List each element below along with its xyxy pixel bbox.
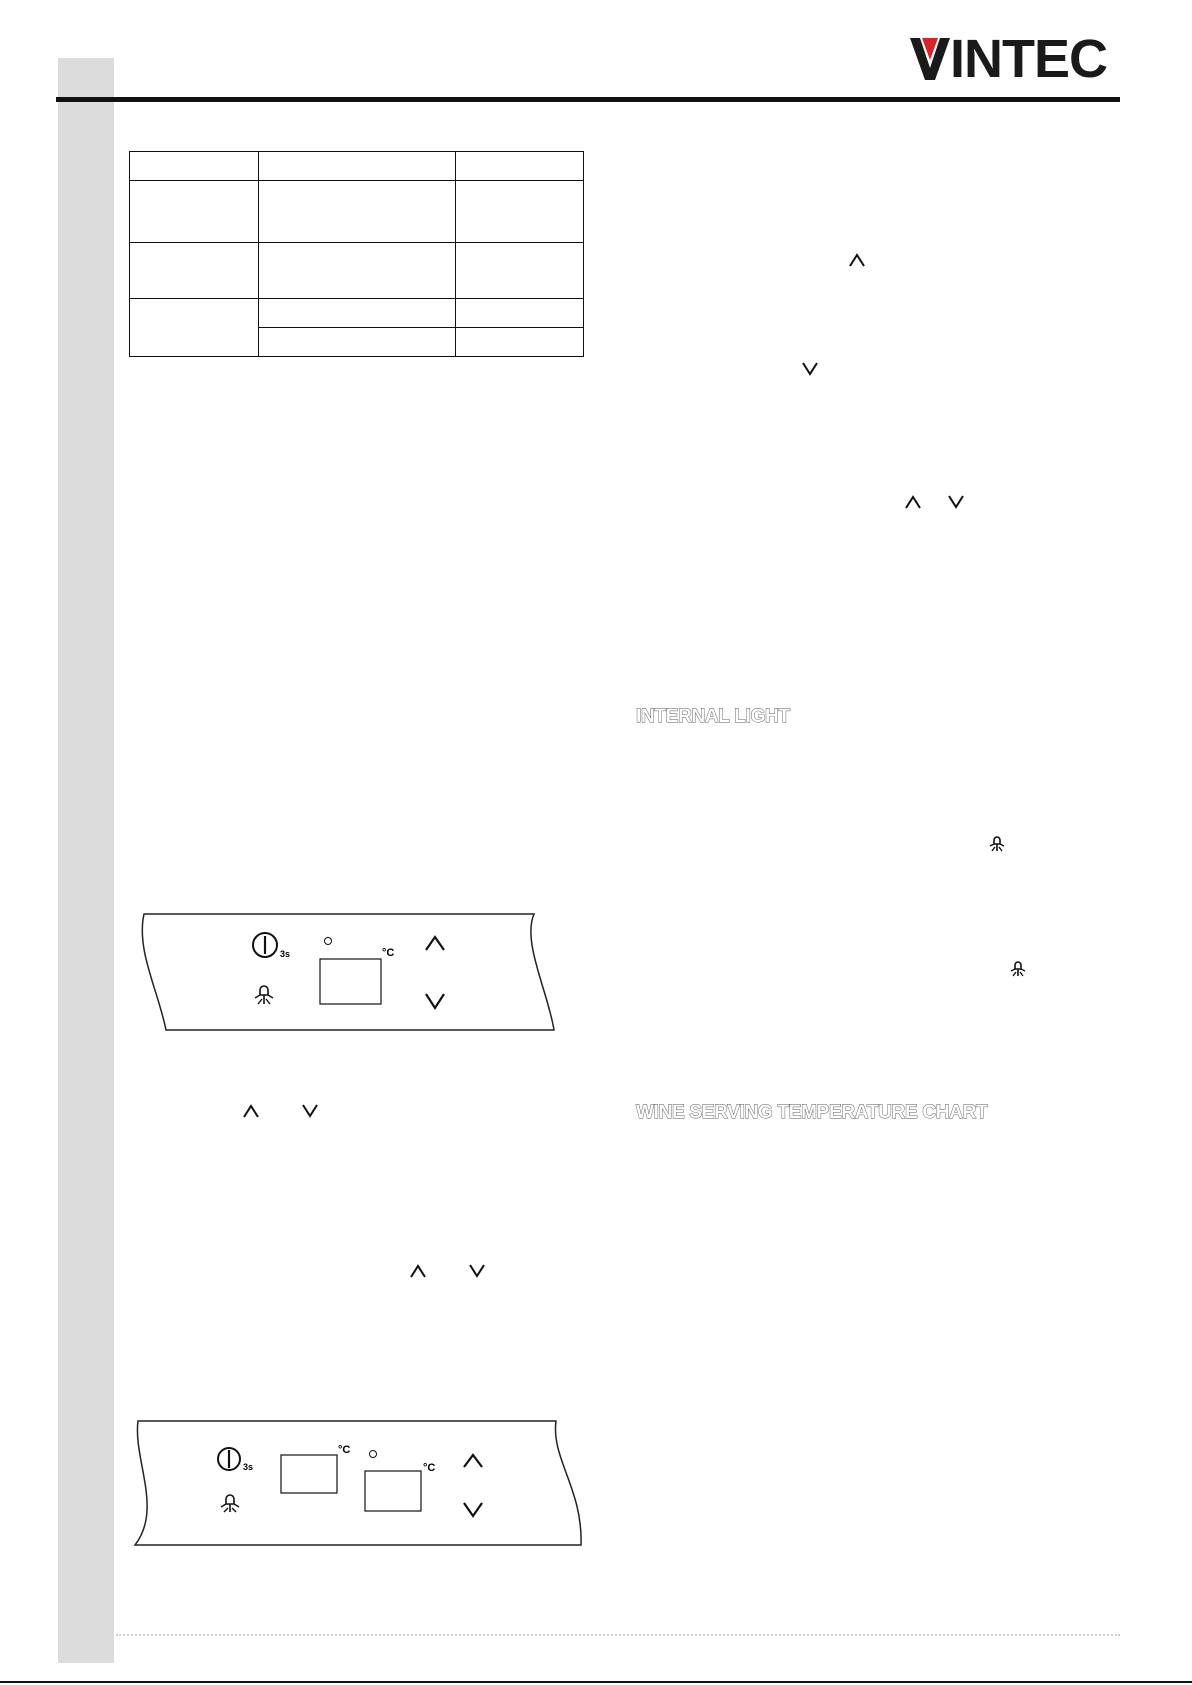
dual-zone-control-panel <box>133 1419 583 1549</box>
unit-label: °C <box>382 947 395 959</box>
table-cell <box>259 243 456 299</box>
table-cell <box>130 181 259 243</box>
table-row <box>130 152 584 181</box>
table-cell <box>259 181 456 243</box>
footer-rule <box>0 1681 1192 1683</box>
light-icon <box>1009 961 1027 977</box>
down-arrow-icon <box>948 495 964 509</box>
light-icon <box>988 836 1006 852</box>
section-heading-internal-light: INTERNAL LIGHT <box>636 706 790 727</box>
table-cell <box>130 152 259 181</box>
table-cell <box>259 299 456 328</box>
side-margin-band <box>58 58 114 1663</box>
single-zone-control-panel <box>136 912 556 1034</box>
down-arrow-icon <box>469 1264 485 1278</box>
table-cell <box>456 152 584 181</box>
footer-dotted-rule <box>116 1634 1120 1636</box>
up-arrow-icon <box>410 1264 426 1278</box>
down-arrow-icon <box>302 1104 318 1118</box>
spec-table <box>129 151 584 357</box>
table-row <box>130 181 584 243</box>
table-cell <box>456 299 584 328</box>
header-rule <box>56 97 1120 102</box>
power-timer-label: 3s <box>243 1462 254 1472</box>
table-row <box>130 243 584 299</box>
table-cell <box>456 328 584 357</box>
unit-label-lower: °C <box>423 1462 436 1474</box>
down-arrow-icon <box>802 362 818 376</box>
table-cell <box>130 243 259 299</box>
logo-wordmark: INTEC <box>950 29 1107 89</box>
vintec-logo <box>910 30 1115 88</box>
table-cell <box>259 152 456 181</box>
logo-v-mark-icon <box>910 36 950 82</box>
up-arrow-icon <box>243 1104 259 1118</box>
power-timer-label: 3s <box>280 949 291 959</box>
table-row <box>130 299 584 328</box>
section-heading-wine-chart: WINE SERVING TEMPERATURE CHART <box>636 1102 988 1123</box>
table-cell <box>456 181 584 243</box>
table-cell <box>456 243 584 299</box>
table-cell <box>130 299 259 357</box>
table-cell <box>259 328 456 357</box>
up-arrow-icon <box>905 495 921 509</box>
up-arrow-icon <box>849 253 865 267</box>
unit-label-upper: °C <box>338 1444 351 1456</box>
